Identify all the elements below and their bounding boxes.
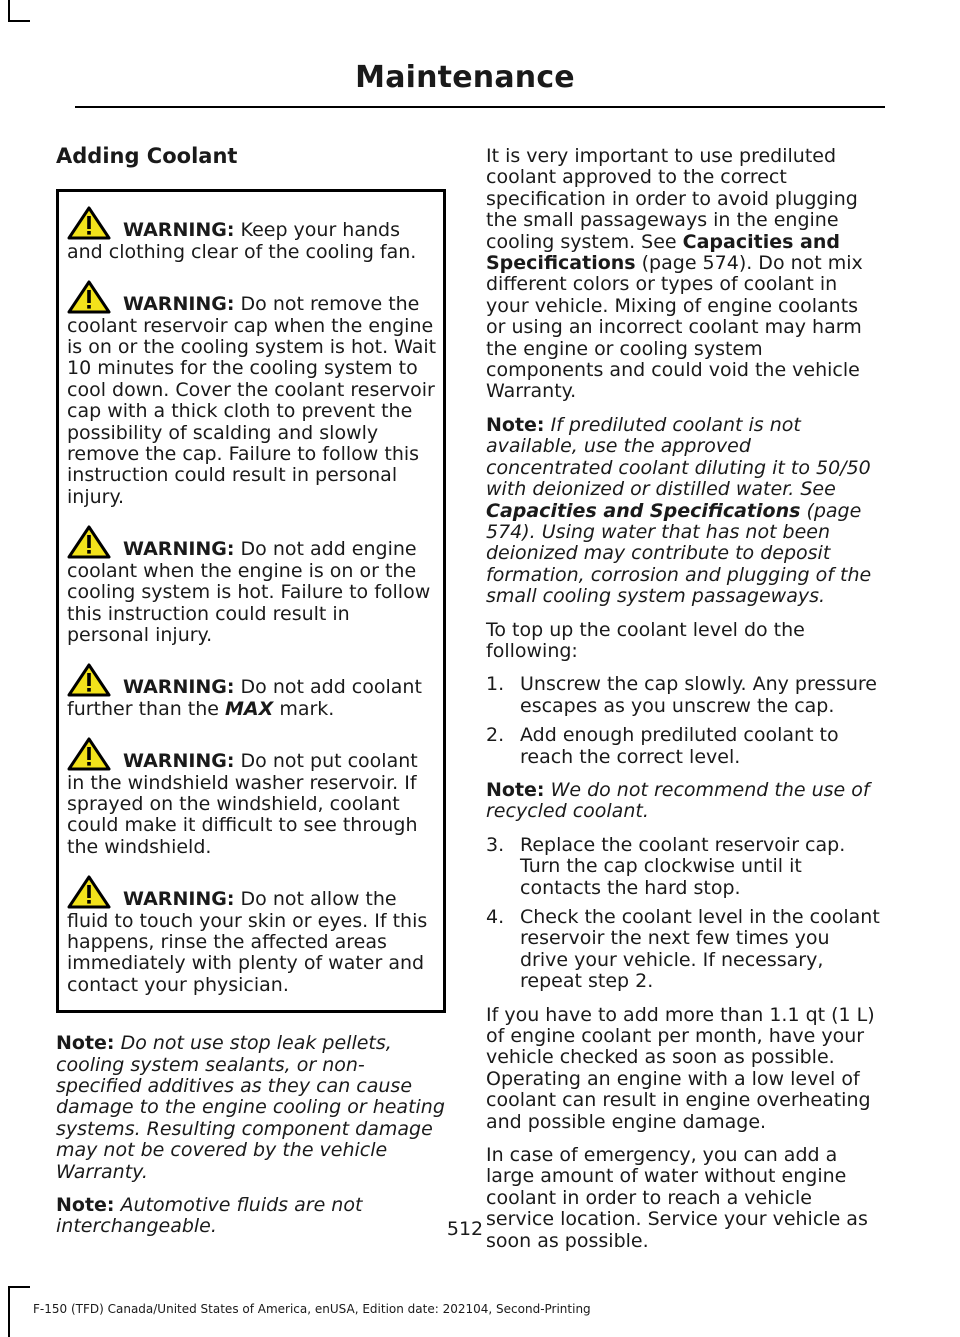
warning-text: Do not allow the fluid to touch your skin or eyes. If this happens, rinse the affected areas immediately with plenty of water and contact your physician. [67, 888, 428, 996]
warning-item [67, 525, 437, 646]
page-title: Maintenance [355, 60, 575, 95]
warning-triangle-icon [67, 525, 111, 559]
note-label: Note: [56, 1032, 115, 1055]
steps-intro: To top up the coolant level do the following: [486, 618, 805, 662]
step-text: Replace the coolant reservoir cap. Turn the cap clockwise until it contacts the hard stop. [520, 833, 846, 899]
note-text: We do not recommend the use of recycled coolant. [486, 778, 870, 823]
step-number: 4. [486, 906, 505, 928]
right-column [486, 146, 880, 1264]
warning-text: Do not remove the coolant reservoir cap when the engine is on or the cooling system is hot. Wait 10 minutes for the cooling system to cool down. Cover the coolant reservoir cap with a thick cloth to prevent the possibility of scalding and slowly remove the cap. Failure to follow this instruction could result in personal injury. [67, 293, 437, 508]
warning-item [67, 206, 437, 263]
step-text: Unscrew the cap slowly. Any pressure escapes as you unscrew the cap. [520, 673, 877, 717]
body-paragraph: If you have to add more than 1.1 qt (1 L) of engine coolant per month, have your vehicle checked as soon as possible. Operating an engine with a low level of coolant can result in engine overheating and possible engine damage. [486, 1003, 875, 1133]
note-text: If prediluted coolant is not available, use the approved concentrated coolant diluting it to 50/50 with deionized or distilled water. See [486, 413, 871, 501]
warning-text: Do not add coolant further than the [67, 676, 422, 720]
steps-list [486, 835, 880, 993]
warning-label: WARNING: [123, 293, 235, 316]
list-item [486, 835, 880, 899]
footer-edition-info: F-150 (TFD) Canada/United States of America, enUSA, Edition date: 202104, Second-Printing [33, 1302, 591, 1316]
warning-label: WARNING: [123, 676, 235, 699]
list-item [486, 725, 880, 768]
body-paragraph [486, 146, 880, 403]
warning-label: WARNING: [123, 219, 235, 242]
crop-mark-top-left-v [8, 0, 10, 22]
list-item [486, 907, 880, 993]
crop-mark-top-left-h [8, 20, 30, 22]
warning-label: WARNING: [123, 538, 235, 561]
warning-label: WARNING: [123, 888, 235, 911]
body-paragraph: In case of emergency, you can add a large amount of water without engine coolant in order to reach a vehicle service location. Service your vehicle as soon as possible. [486, 1144, 868, 1252]
warning-text: mark. [273, 697, 335, 720]
step-text: Check the coolant level in the coolant reservoir the next few times you drive your vehicle. If necessary, repeat step 2. [520, 906, 880, 993]
page-number: 512 [446, 1218, 484, 1240]
warning-item [67, 280, 437, 508]
crop-mark-bottom-left-h [8, 1286, 30, 1288]
note-text: Automotive fluids are not interchangeable. [56, 1194, 363, 1238]
note-paragraph [56, 1033, 446, 1183]
warning-box [56, 189, 446, 1013]
list-item [486, 674, 880, 717]
warning-triangle-icon [67, 280, 111, 314]
left-column [56, 146, 446, 1250]
note-text: Do not use stop leak pellets, cooling system sealants, or non-specified additives as they can cause damage to the engine cooling or heating systems. Resulting component damage may not be covered by the vehicle Warranty. [56, 1032, 445, 1183]
note-text: (page 574). Using water that has not been deionized may contribute to deposit formation, corrosion and plugging of the small cooling system passageways. [486, 499, 872, 608]
max-mark-label: MAX [225, 697, 274, 720]
step-text: Add enough prediluted coolant to reach the correct level. [520, 724, 839, 768]
warning-text: Keep your hands and clothing clear of the cooling fan. [67, 219, 417, 263]
warning-triangle-icon [67, 206, 111, 240]
cross-reference-link[interactable]: Capacities and Specifications [486, 499, 801, 522]
warning-text: Do not add engine coolant when the engine is on or the cooling system is hot. Failure to follow this instruction could result in personal injury. [67, 538, 431, 646]
paragraph-text: It is very important to use prediluted coolant approved to the correct specification in order to avoid plugging the small passageways in the engine cooling system. See [486, 145, 858, 253]
warning-text: Do not put coolant in the windshield washer reservoir. If sprayed on the windshield, coolant could make it difficult to see through the windshield. [67, 750, 418, 858]
header-divider [75, 106, 885, 108]
note-label: Note: [486, 413, 545, 436]
warning-triangle-icon [67, 663, 111, 697]
note-paragraph [486, 415, 880, 608]
section-heading: Adding Coolant [56, 144, 238, 168]
step-number: 3. [486, 833, 505, 856]
note-label: Note: [56, 1194, 115, 1217]
step-number: 2. [486, 724, 505, 747]
note-label: Note: [486, 778, 545, 801]
warning-item [67, 875, 437, 996]
warning-triangle-icon [67, 737, 111, 771]
paragraph-text: (page 574). Do not mix different colors or types of coolant in your vehicle. Mixing of engine coolants or using an incorrect coolant may harm the engine or cooling system components and could void the vehicle Warranty. [486, 252, 863, 403]
step-number: 1. [486, 673, 505, 696]
warning-triangle-icon [67, 875, 111, 909]
crop-mark-bottom-left-v [8, 1286, 10, 1337]
warning-item [67, 663, 437, 720]
steps-list [486, 674, 880, 768]
warning-label: WARNING: [123, 750, 235, 773]
note-paragraph [486, 780, 880, 823]
warning-item [67, 737, 437, 858]
cross-reference-link[interactable]: Capacities and Specifications [486, 230, 840, 275]
